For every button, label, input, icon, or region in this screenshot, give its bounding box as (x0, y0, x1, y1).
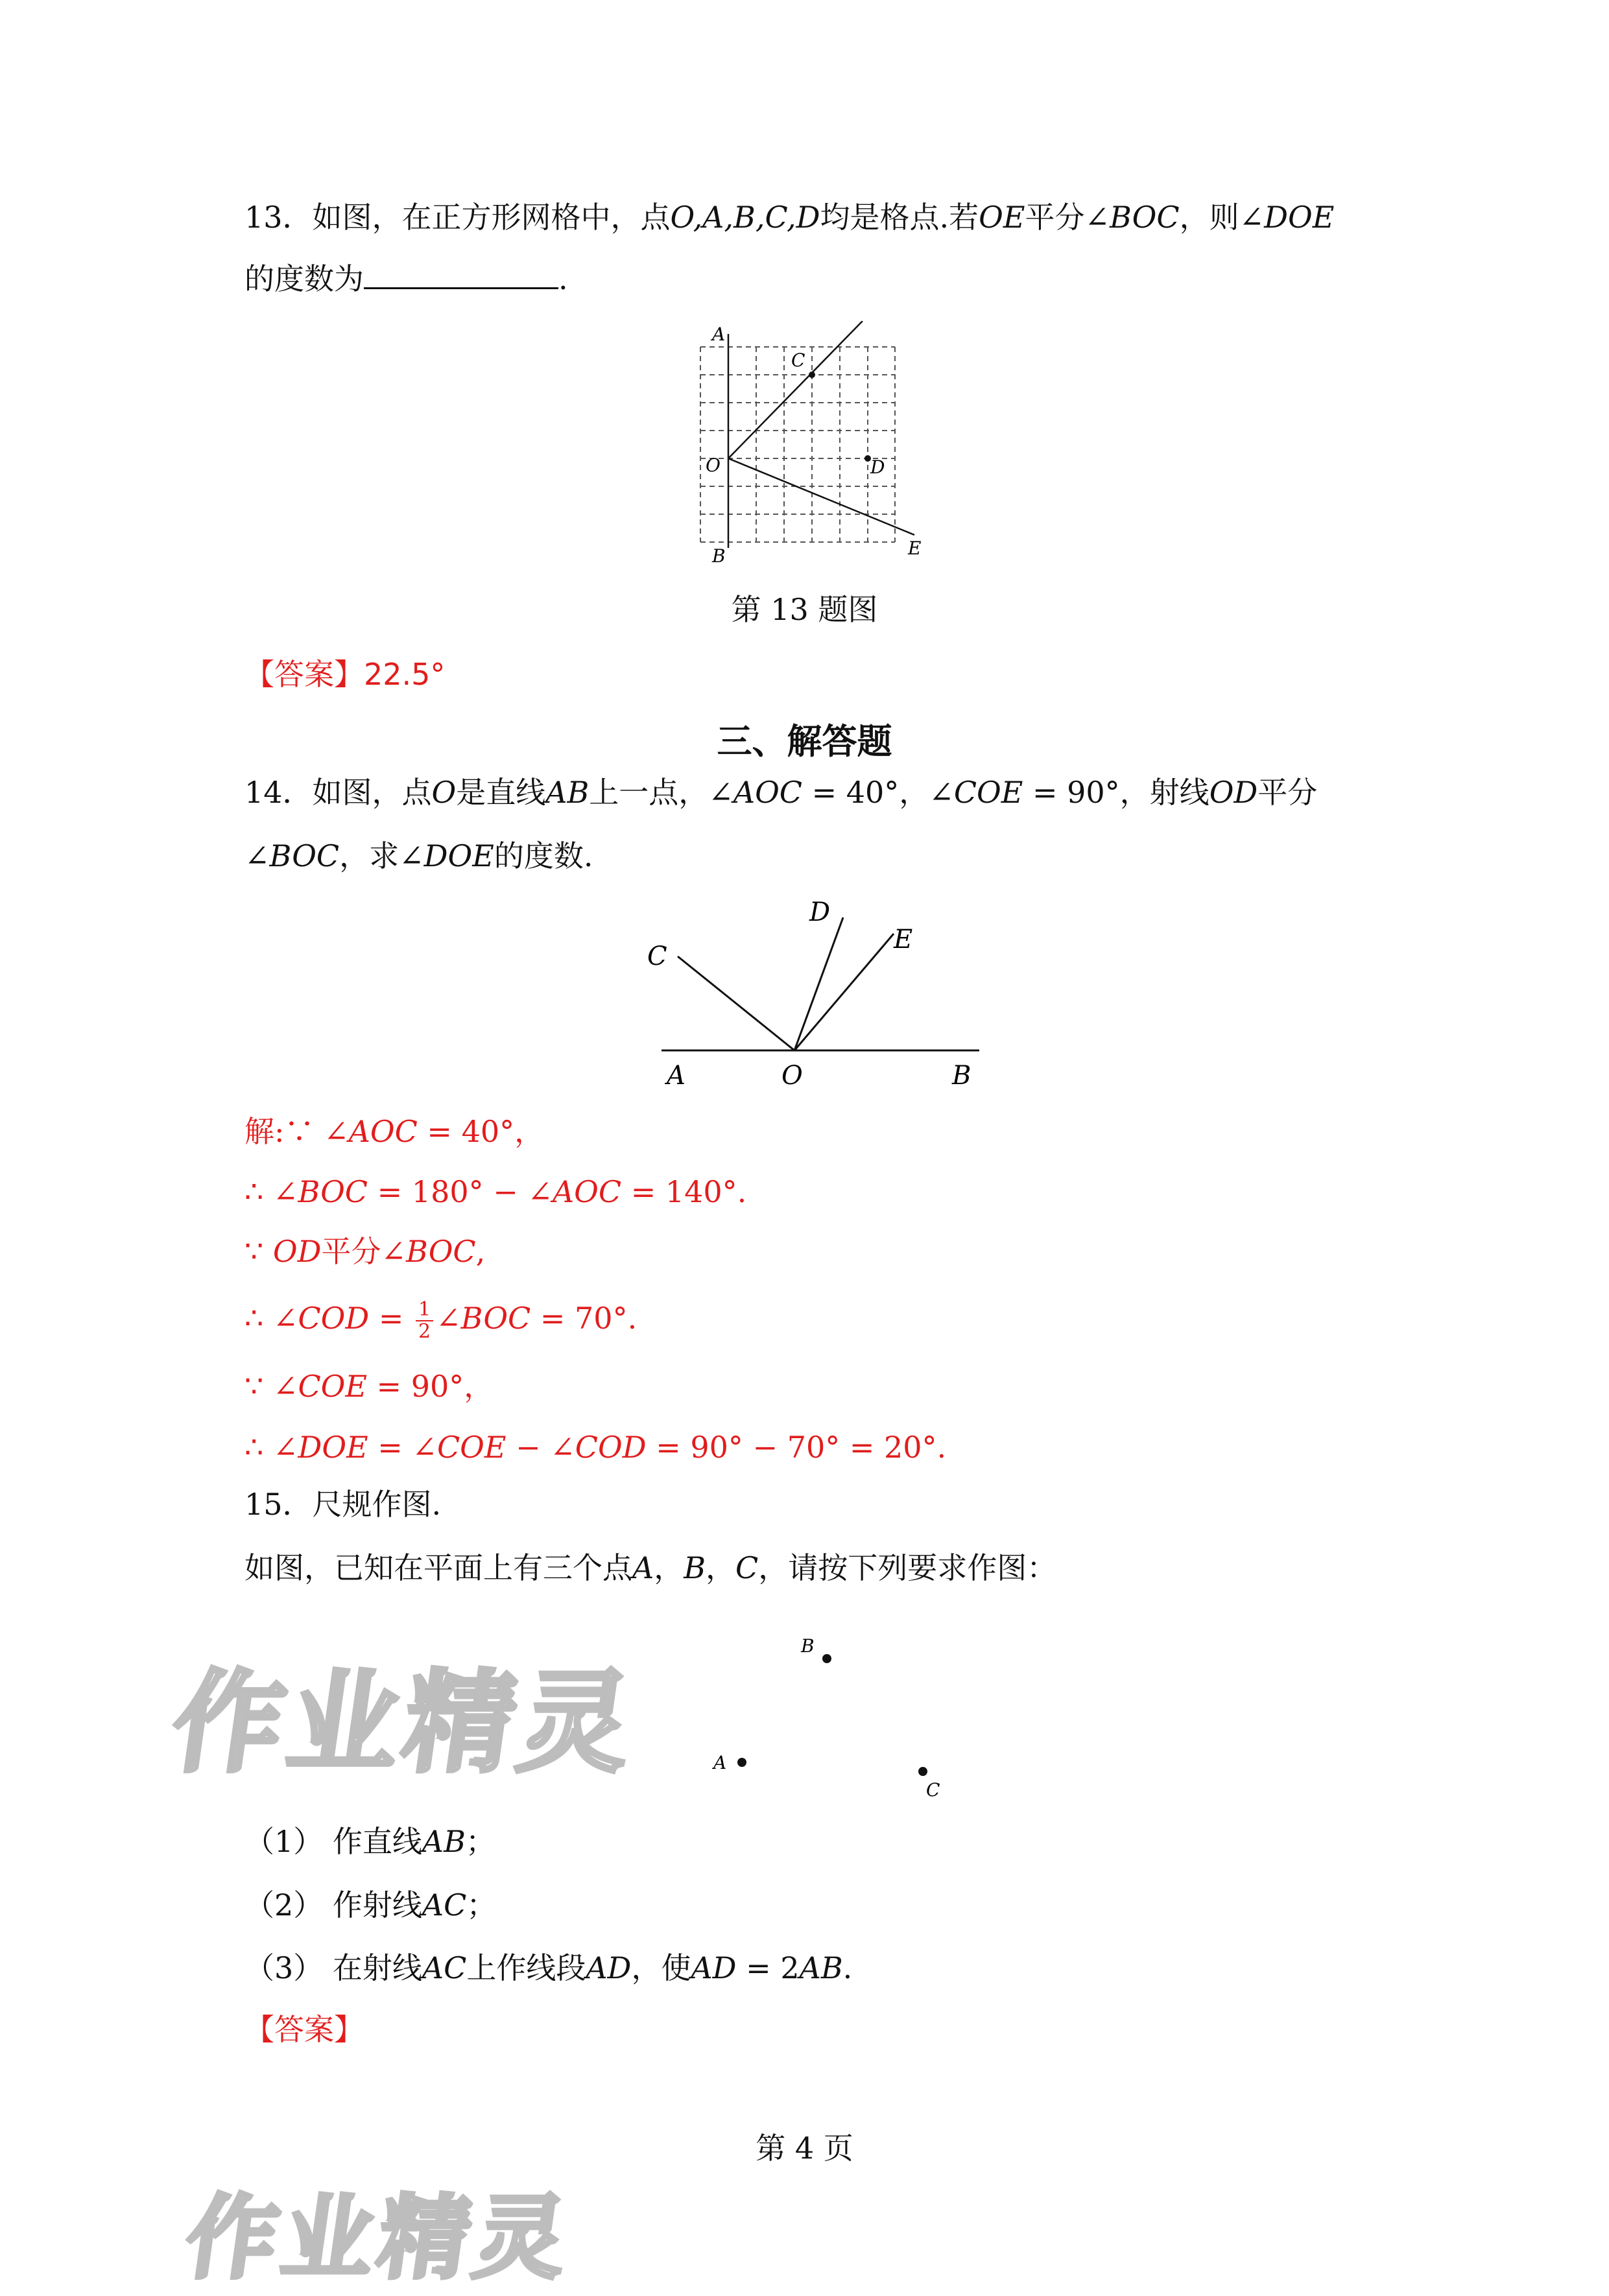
label-A: A (667, 1061, 685, 1091)
q13-line1: 13．如图，在正方形网格中，点O,A,B,C,D均是格点.若OE平分∠BOC，则∠DOE (244, 200, 1335, 235)
label-E: E (908, 538, 922, 559)
label-C: C (647, 941, 667, 971)
label-E: E (894, 925, 913, 954)
q15-points-figure (700, 1621, 960, 1816)
label-O: O (781, 1061, 803, 1091)
watermark-bottom: 作业精灵 (179, 2186, 578, 2291)
q14-solution-step1: 解:∵ ∠AOC = 40°， (244, 1114, 545, 1149)
q14-line2: ∠BOC，求∠DOE的度数. (244, 838, 593, 873)
fraction: $\frac{1}{2}$ (416, 1299, 433, 1342)
q13-line2: 的度数为 . (244, 261, 568, 296)
q14-angle-figure (636, 888, 986, 1102)
q13-answer: 【答案】22.5° (244, 657, 446, 692)
q15-intro: 如图，已知在平面上有三个点A，B，C，请按下列要求作图： (244, 1550, 1057, 1585)
label-C: C (926, 1779, 940, 1801)
label-C: C (791, 349, 805, 371)
q15-item2: （2） 作射线AC； (244, 1888, 497, 1923)
label-B: B (952, 1061, 971, 1091)
label-B: B (801, 1635, 815, 1657)
page-number: 第 4 页 (756, 2131, 853, 2166)
label-A: A (712, 324, 726, 345)
q14-solution-step4: ∴ ∠COD = $\frac{1}{2}$ ∠BOC = 70°. (244, 1298, 638, 1343)
answer-blank (364, 261, 558, 289)
q13-caption: 第 13 题图 (731, 592, 878, 627)
section-title: 三、解答题 (717, 721, 892, 762)
label-D: D (809, 897, 831, 927)
q14-solution-step5: ∵ ∠COE = 90°， (244, 1369, 494, 1404)
label-B: B (712, 545, 726, 567)
q14-solution-step6: ∴ ∠DOE = ∠COE − ∠COD = 90° − 70° = 20°. (244, 1430, 947, 1465)
q15-answer: 【答案】 (244, 2012, 364, 2047)
q15-item3: （3） 在射线AC上作线段AD，使AD = 2AB. (244, 1950, 853, 1985)
watermark: 作业精灵 (164, 1659, 645, 1788)
label-A: A (713, 1752, 727, 1773)
q14-solution-step2: ∴ ∠BOC = 180° − ∠AOC = 140°. (244, 1174, 747, 1209)
q15-title: 15．尺规作图. (244, 1487, 442, 1522)
q13-grid-figure (687, 321, 934, 571)
q14-solution-step3: ∵ OD平分∠BOC, (244, 1234, 486, 1269)
q14-line1: 14．如图，点O是直线AB上一点，∠AOC = 40°，∠COE = 90°，射线OD平分 (244, 775, 1318, 810)
q15-item1: （1） 作直线AB； (244, 1824, 495, 1859)
label-D: D (870, 456, 885, 478)
label-O: O (706, 455, 721, 476)
